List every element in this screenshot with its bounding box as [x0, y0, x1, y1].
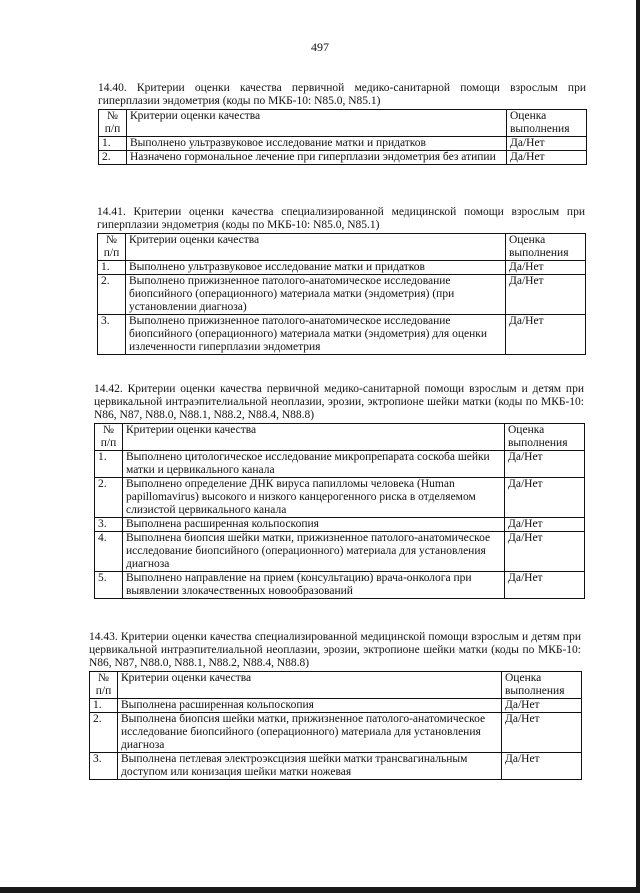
row-num: 1. — [99, 137, 127, 151]
header-grade: Оценка выполнения — [506, 234, 586, 261]
row-num: 4. — [95, 532, 123, 572]
row-criterion: Выполнена расширенная кольпоскопия — [123, 518, 505, 532]
header-criteria: Критерии оценки качества — [118, 672, 502, 699]
table-row — [95, 478, 585, 518]
row-grade: Да/Нет — [502, 699, 582, 713]
section-14-42 — [94, 383, 584, 599]
row-grade: Да/Нет — [505, 451, 585, 478]
table-header-row — [90, 672, 582, 699]
row-criterion: Выполнено ультразвуковое исследование матки и придатков — [127, 137, 507, 151]
table-header-row — [99, 110, 587, 137]
table-row — [95, 451, 585, 478]
row-criterion: Выполнено прижизненное патолого-анатомическое исследование биопсийного (операционного) материала матки (эндометрия) (при установлении диагноза) — [126, 275, 506, 315]
header-criteria: Критерии оценки качества — [126, 234, 506, 261]
header-num: № п/п — [99, 110, 127, 137]
section-14-43 — [89, 631, 581, 780]
row-criterion: Выполнено прижизненное патолого-анатомическое исследование биопсийного (операционного) материала матки (эндометрия) для оценки излеченности гиперплазии эндометрия — [126, 315, 506, 355]
header-grade: Оценка выполнения — [507, 110, 587, 137]
scan-edge-bottom — [0, 887, 640, 893]
header-num: № п/п — [90, 672, 118, 699]
row-num: 3. — [95, 518, 123, 532]
table-header-row — [98, 234, 586, 261]
table-row — [98, 261, 586, 275]
row-num: 3. — [90, 753, 118, 780]
row-num: 2. — [90, 713, 118, 753]
row-criterion: Выполнена расширенная кольпоскопия — [118, 699, 502, 713]
row-criterion: Выполнена биопсия шейки матки, прижизненное патолого-анатомическое исследование биопсийного (операционного) материала для установления диагноза — [118, 713, 502, 753]
section-heading: 14.40. Критерии оценки качества первичной медико-санитарной помощи взрослым при гиперплазии эндометрия (коды по МКБ-10: N85.0, N85.1) — [98, 82, 586, 107]
row-criterion: Выполнено определение ДНК вируса папилломы человека (Human papillomavirus) высокого и низкого канцерогенного риска в отделяемом слизистой цервикального канала — [123, 478, 505, 518]
criteria-table — [98, 109, 587, 165]
row-grade: Да/Нет — [502, 753, 582, 780]
row-num: 2. — [98, 275, 126, 315]
table-row — [90, 753, 582, 780]
section-heading: 14.41. Критерии оценки качества специализированной медицинской помощи взрослым при гиперплазии эндометрия (коды по МКБ-10: N85.0, N85.1) — [97, 206, 585, 231]
row-num: 3. — [98, 315, 126, 355]
header-grade: Оценка выполнения — [502, 672, 582, 699]
section-14-40 — [98, 82, 586, 165]
table-row — [98, 275, 586, 315]
header-criteria: Критерии оценки качества — [127, 110, 507, 137]
row-num: 2. — [95, 478, 123, 518]
section-14-41 — [97, 206, 585, 355]
header-num: № п/п — [98, 234, 126, 261]
row-criterion: Назначено гормональное лечение при гиперплазии эндометрия без атипии — [127, 151, 507, 165]
criteria-table — [94, 423, 585, 599]
row-criterion: Выполнена петлевая электроэксцизия шейки матки трансвагинальным доступом или конизация шейки матки ножевая — [118, 753, 502, 780]
row-criterion: Выполнено ультразвуковое исследование матки и придатков — [126, 261, 506, 275]
row-grade: Да/Нет — [506, 261, 586, 275]
table-row — [95, 532, 585, 572]
row-num: 5. — [95, 572, 123, 599]
header-grade: Оценка выполнения — [505, 424, 585, 451]
table-row — [90, 699, 582, 713]
row-grade: Да/Нет — [506, 315, 586, 355]
row-grade: Да/Нет — [506, 275, 586, 315]
row-grade: Да/Нет — [507, 151, 587, 165]
row-grade: Да/Нет — [505, 532, 585, 572]
row-criterion: Выполнено цитологическое исследование микропрепарата соскоба шейки матки и цервикального канала — [123, 451, 505, 478]
header-criteria: Критерии оценки качества — [123, 424, 505, 451]
row-grade: Да/Нет — [505, 572, 585, 599]
row-criterion: Выполнено направление на прием (консультацию) врача-онколога при выявлении злокачественных новообразований — [123, 572, 505, 599]
row-grade: Да/Нет — [502, 713, 582, 753]
table-row — [95, 518, 585, 532]
table-header-row — [95, 424, 585, 451]
table-row — [98, 315, 586, 355]
section-heading: 14.42. Критерии оценки качества первичной медико-санитарной помощи взрослым и детям при цервикальной интраэпителиальной неоплазии, эрозии, эктропионе шейки матки (коды по МКБ-10: N86, N87, N88.0, N88.1, N88.2, N88.4, N88.8) — [94, 383, 584, 421]
row-num: 1. — [98, 261, 126, 275]
table-row — [99, 151, 587, 165]
row-num: 1. — [90, 699, 118, 713]
page-number: 497 — [311, 40, 329, 54]
row-num: 1. — [95, 451, 123, 478]
row-num: 2. — [99, 151, 127, 165]
table-row — [90, 713, 582, 753]
row-grade: Да/Нет — [505, 518, 585, 532]
section-heading: 14.43. Критерии оценки качества специализированной медицинской помощи взрослым и детям при цервикальной интраэпителиальной неоплазии, эрозии, эктропионе шейки матки (коды по МКБ-10: N86, N87, N88.0, N88.1, N88.2, N88.4, N88.8) — [89, 631, 581, 669]
table-row — [99, 137, 587, 151]
scan-edge-right — [636, 0, 640, 893]
header-num: № п/п — [95, 424, 123, 451]
row-criterion: Выполнена биопсия шейки матки, прижизненное патолого-анатомическое исследование биопсийного (операционного) материала для установления диагноза — [123, 532, 505, 572]
table-row — [95, 572, 585, 599]
criteria-table — [97, 233, 586, 355]
row-grade: Да/Нет — [507, 137, 587, 151]
criteria-table — [89, 671, 582, 780]
row-grade: Да/Нет — [505, 478, 585, 518]
